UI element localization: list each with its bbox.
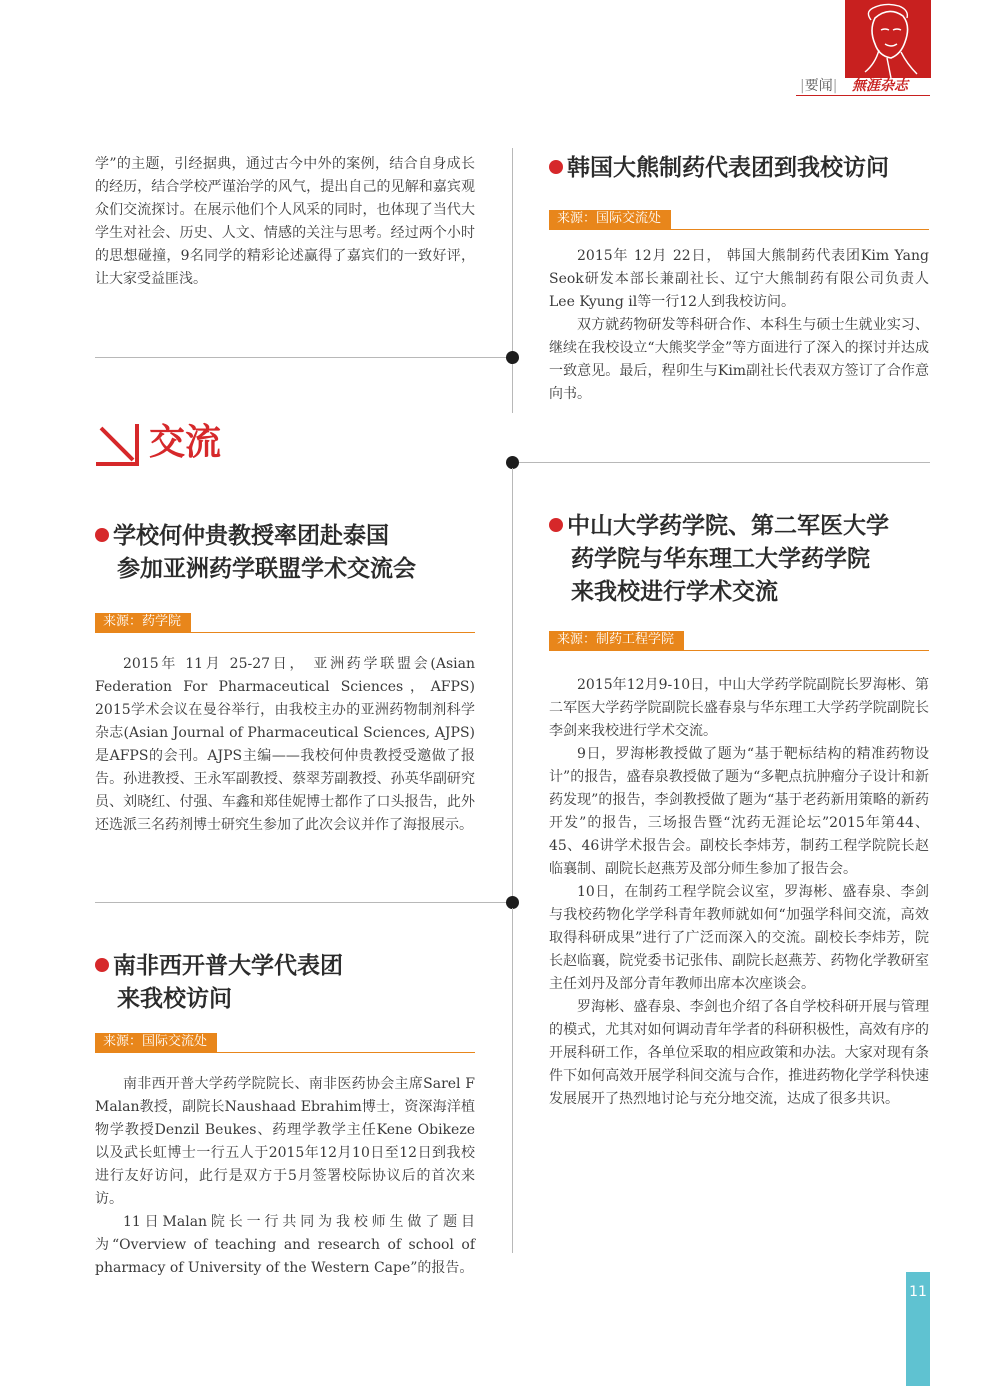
source-rule — [549, 650, 929, 651]
source-rule — [95, 1052, 475, 1053]
article-thailand-body: 2015年 11月 25-27日， 亚洲药学联盟会(Asian Federation For Pharmaceutical Sciences，AFPS) 2015学术会议在曼谷举行，由我校主办的亚洲药物制剂科学杂志(Asian Journal of Pharmaceutical Sciences, AJPS)是AFPS的会刊。AJPS主编——我校何仲贵教授受邀做了报告。孙进教授、王永军副教授、蔡翠芳副教授、孙英华副研究员、刘晓红、付强、车鑫和郑佳妮博士都作了口头报告，此外还选派三名药剂博士研究生参加了此次会议并作了海报展示。 — [95, 656, 475, 833]
intro-continuation: 学”的主题，引经据典，通过古今中外的案例，结合自身成长的经历，结合学校严谨治学的风气，提出自己的见解和嘉宾观众们交流探讨。在展示他们个人风采的同时，也体现了当代大学生对社会、历史、人文、情感的关注与思考。经过两个小时的思想碰撞，9名同学的精彩论述赢得了嘉宾们的一致好评，让大家受益匪浅。 — [95, 156, 475, 287]
divider-node-1 — [506, 351, 519, 364]
column-divider-bottom — [512, 908, 513, 1253]
arrow-down-right-icon — [93, 420, 141, 468]
source-rule — [549, 229, 929, 230]
bullet-dot-icon — [549, 518, 563, 532]
article-korea-body: 2015年 12月 22日， 韩国大熊制药代表团Kim Yang Seok研发本部长兼副社长、辽宁大熊制药有限公司负责人Lee Kyung il等一行12人到我校访问。 双方就药物研发等科研合作、本科生与硕士生就业实习、继续在我校设立“大熊奖学金”等方面进行了深入的探讨并达成一致意见。最后，程卯生与Kim副社长代表双方签订了合作意向书。 — [549, 248, 929, 402]
article-thailand-title: 学校何仲贵教授率团赴泰国 参加亚洲药学联盟学术交流会 — [95, 520, 495, 586]
bullet-dot-icon — [95, 958, 109, 972]
article-southafrica-title: 南非西开普大学代表团 来我校访问 — [95, 950, 495, 1016]
header-section: |要闻| — [800, 78, 838, 94]
rule-right-1 — [512, 462, 930, 463]
article-zhongshan-source: 来源：制药工程学院 — [549, 628, 929, 651]
article-southafrica-body: 南非西开普大学药学院院长、南非医药协会主席Sarel F Malan教授，副院长Naushaad Ebrahim博士，资深海洋植物学教授Denzil Beukes、药理学教学主任Kene Obikeze以及武长虹博士一行五人于2015年12月10日至12日到我校进行友好访问，此行是双方于5月签署校际协议后的首次来访。 11日Malan院长一行共同为我校师生做了题目为“Overview of teaching and research of school of pharmacy of University of the Western Cape”的报告。 — [95, 1076, 475, 1276]
article-southafrica-source: 来源：国际交流处 — [95, 1030, 475, 1053]
header-magazine-name: 無涯杂志 — [852, 78, 908, 94]
portrait-illustration-icon — [845, 0, 931, 78]
rule-left-1 — [95, 357, 513, 358]
magazine-logo — [845, 0, 931, 78]
section-heading-text: 交流 — [149, 422, 222, 463]
bullet-dot-icon — [95, 528, 109, 542]
section-heading — [93, 418, 243, 468]
rule-left-2 — [95, 902, 513, 903]
article-zhongshan-title: 中山大学药学院、第二军医大学 药学院与华东理工大学药学院 来我校进行学术交流 — [549, 510, 939, 609]
article-korea-title: 韩国大熊制药代表团到我校访问 — [549, 152, 939, 185]
page-number-tab — [906, 1272, 930, 1386]
bullet-dot-icon — [549, 160, 563, 174]
article-korea-source: 来源：国际交流处 — [549, 207, 929, 230]
page-number: 11 — [909, 1284, 927, 1300]
article-zhongshan-body: 2015年12月9-10日，中山大学药学院副院长罗海彬、第二军医大学药学院副院长盛春泉与华东理工大学药学院副院长李剑来我校进行学术交流。 9日，罗海彬教授做了题为“基于靶标结构的精准药物设计”的报告，盛春泉教授做了题为“多靶点抗肿瘤分子设计和新药发现”的报告，李剑教授做了题为“基于老药新用策略的新药开发”的报告，三场报告暨“沈药无涯论坛”2015年第44、45、46讲学术报告会。副校长李炜芳，制药工程学院院长赵临襄制、副院长赵燕芳及部分师生参加了报告会。 10日，在制药工程学院会议室，罗海彬、盛春泉、李剑与我校药物化学学科青年教师就如何“加强学科间交流，高效取得科研成果”进行了广泛而深入的交流。副校长李炜芳，院长赵临襄，院党委书记张伟、副院长赵燕芳、药物化学教研室主任刘丹及部分青年教师出席本次座谈会。 罗海彬、盛春泉、李剑也介绍了各自学校科研开展与管理的模式，尤其对如何调动青年学者的科研积极性，高效有序的开展科研工作，各单位采取的相应政策和办法。大家对现有条件下如何高效开展学科间交流与合作，推进药物化学学科快速发展展开了热烈地讨论与充分地交流，达成了很多共识。 — [549, 677, 929, 1107]
column-divider-top — [512, 148, 513, 413]
header-section-label: 要闻 — [804, 78, 833, 94]
column-divider-middle — [512, 468, 513, 898]
source-rule — [95, 632, 475, 633]
article-thailand-source: 来源：药学院 — [95, 610, 475, 633]
